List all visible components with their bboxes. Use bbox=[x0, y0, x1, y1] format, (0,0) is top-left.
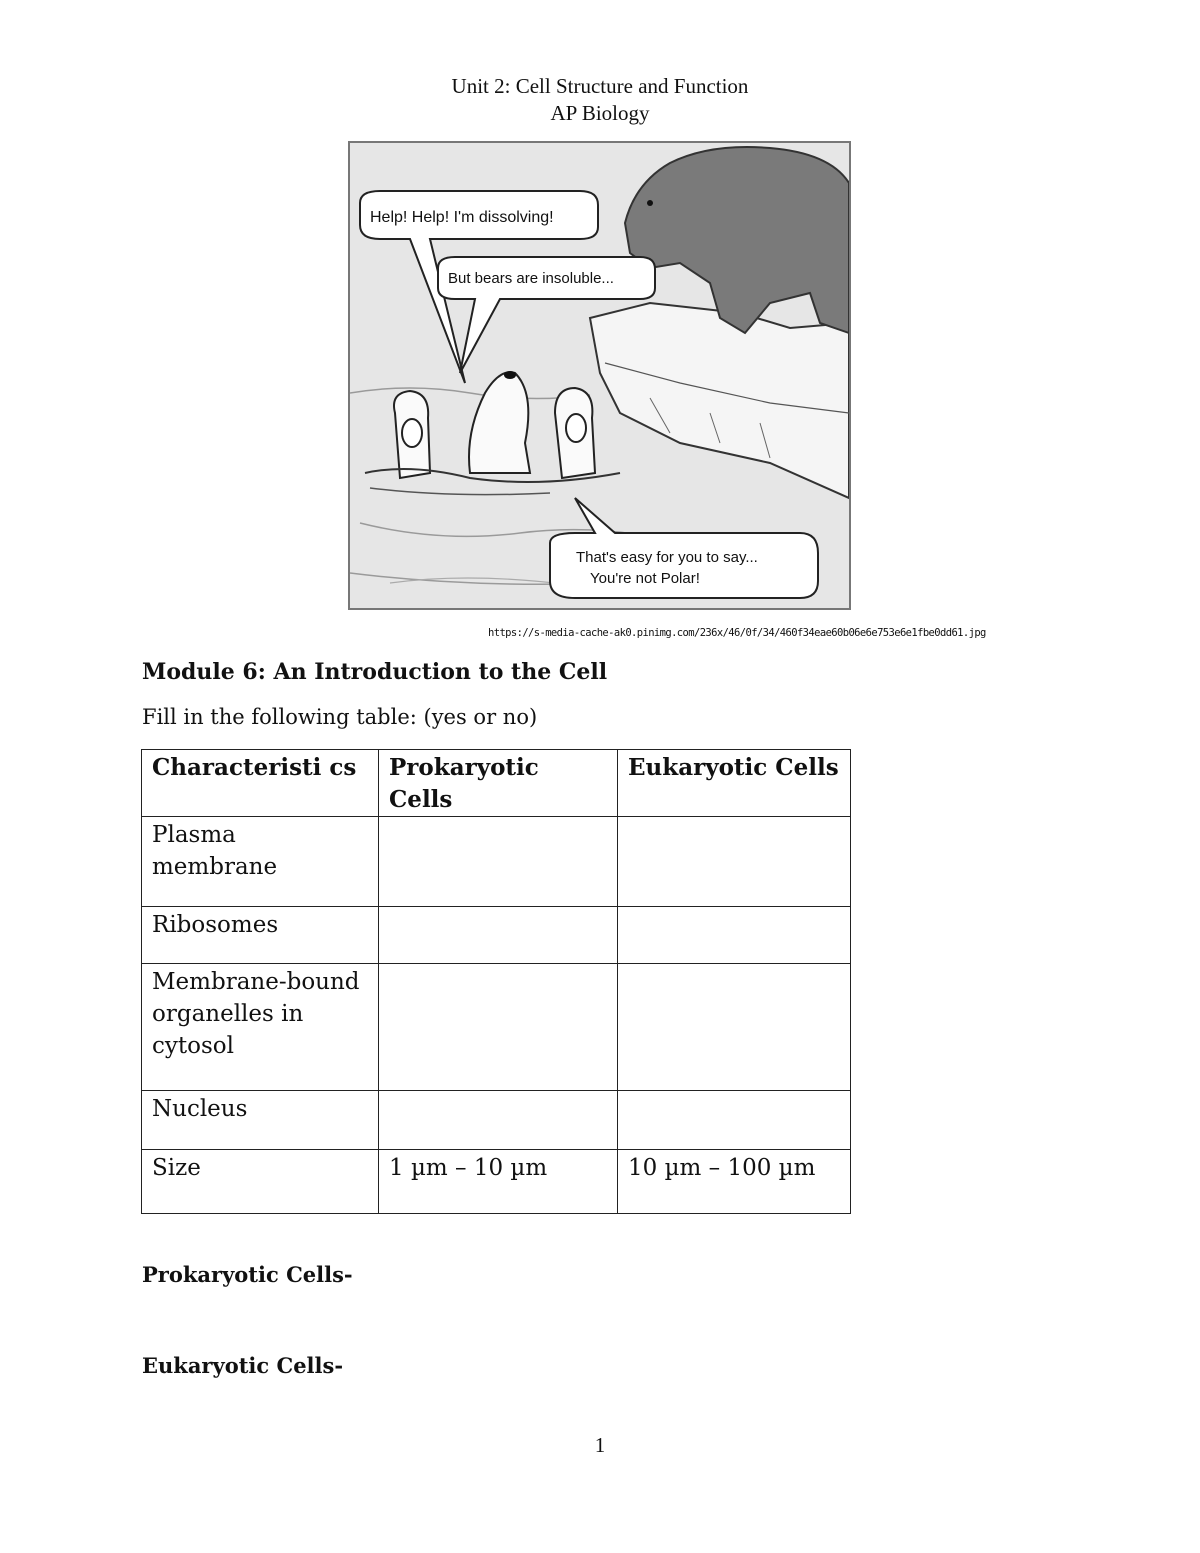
prokaryotic-cell[interactable] bbox=[379, 964, 618, 1091]
table-row bbox=[142, 1150, 851, 1214]
instructions: Fill in the following table: (yes or no) bbox=[142, 705, 538, 729]
table-header-row bbox=[142, 750, 851, 817]
eukaryotic-cell[interactable] bbox=[618, 1091, 851, 1150]
image-source-url: https://s-media-cache-ak0.pinimg.com/236x/46/0f/34/460f34eae60b06e6e753e6e1fbe0dd61.jpg bbox=[488, 627, 986, 639]
prokaryotic-cells-label: Prokaryotic Cells- bbox=[142, 1262, 353, 1287]
header-characteristics: Characteristi cs bbox=[142, 750, 379, 817]
row-label: Plasma membrane bbox=[142, 817, 379, 907]
row-label: Nucleus bbox=[142, 1091, 379, 1150]
row-label: Ribosomes bbox=[142, 907, 379, 964]
course-title: AP Biology bbox=[550, 101, 650, 125]
prokaryotic-cell[interactable] bbox=[379, 1091, 618, 1150]
table-row bbox=[142, 907, 851, 964]
unit-title: Unit 2: Cell Structure and Function bbox=[451, 74, 749, 98]
eukaryotic-cell[interactable]: 10 µm – 100 µm bbox=[618, 1150, 851, 1214]
svg-text:Help! Help! I'm dissolving!: Help! Help! I'm dissolving! bbox=[370, 209, 554, 226]
svg-text:You're not Polar!: You're not Polar! bbox=[590, 570, 700, 587]
prokaryotic-cell[interactable] bbox=[379, 817, 618, 907]
prokaryotic-cell[interactable]: 1 µm – 10 µm bbox=[379, 1150, 618, 1214]
cartoon-image bbox=[348, 141, 851, 610]
eukaryotic-cell[interactable] bbox=[618, 817, 851, 907]
cell-comparison-table bbox=[141, 749, 851, 1214]
table-row bbox=[142, 1091, 851, 1150]
module-title: Module 6: An Introduction to the Cell bbox=[142, 659, 608, 685]
row-label: Size bbox=[142, 1150, 379, 1214]
header-prokaryotic: Prokaryotic Cells bbox=[379, 750, 618, 817]
svg-text:But bears are insoluble...: But bears are insoluble... bbox=[448, 270, 614, 287]
page-number: 1 bbox=[594, 1433, 606, 1457]
svg-text:That's easy for you to say...: That's easy for you to say... bbox=[576, 549, 758, 566]
table-row bbox=[142, 964, 851, 1091]
table-row bbox=[142, 817, 851, 907]
eukaryotic-cells-label: Eukaryotic Cells- bbox=[142, 1353, 344, 1378]
row-label: Membrane-bound organelles in cytosol bbox=[142, 964, 379, 1091]
header-eukaryotic: Eukaryotic Cells bbox=[618, 750, 851, 817]
eukaryotic-cell[interactable] bbox=[618, 964, 851, 1091]
eukaryotic-cell[interactable] bbox=[618, 907, 851, 964]
prokaryotic-cell[interactable] bbox=[379, 907, 618, 964]
